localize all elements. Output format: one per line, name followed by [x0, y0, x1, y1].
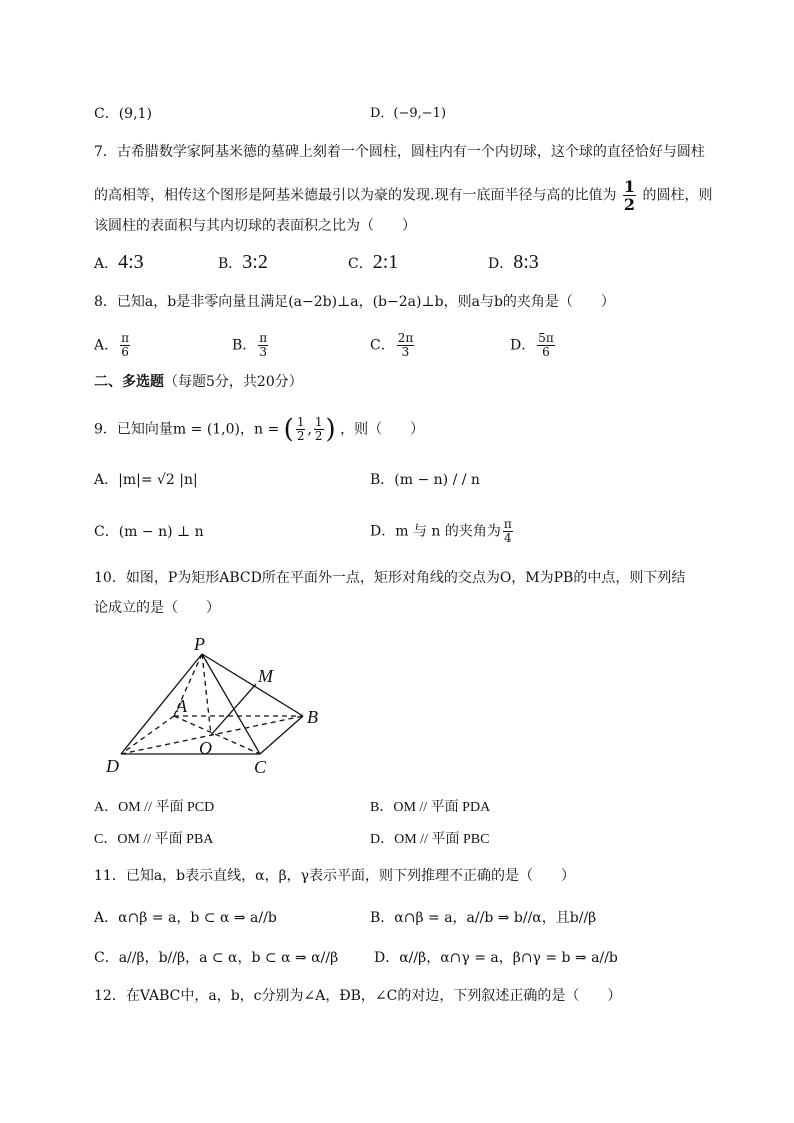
q10-option-c: C．OM // 平面 PBA	[94, 832, 214, 847]
q11-option-d: D．α//β，α∩γ = a，β∩γ = b ⇒ a//b	[374, 950, 618, 966]
q7-line-2	[94, 178, 713, 213]
q8-option-d: D． $\frac{5\pi}{6}$	[510, 331, 554, 359]
label-m: M	[258, 666, 273, 686]
edge-pd	[121, 654, 202, 754]
q7-option-b: B．3:2	[218, 251, 268, 273]
q8-option-d-fraction: $\frac{5\pi}{6}$	[538, 331, 554, 359]
q11-stem: 11．已知a，b表示直线，α，β，γ表示平面，则下列推理不正确的是（ ）	[94, 868, 576, 884]
q10-option-b: B．OM // 平面 PDA	[370, 800, 491, 815]
q6-option-c: C．(9,1)	[94, 106, 152, 122]
q7-line-2-b: 的圆柱，则	[642, 187, 713, 204]
section-2-heading	[94, 372, 303, 392]
q9-option-c: C．(m − n) ⊥ n	[94, 524, 204, 540]
q9-option-d: D．m 与 n 的夹角为 $\frac{\pi}{4}$	[370, 517, 512, 545]
q7-line-1: 7．古希腊数学家阿基米德的墓碑上刻着一个圆柱，圆柱内有一个内切球，这个球的直径恰好与圆柱	[94, 144, 705, 160]
label-a: A	[176, 696, 187, 716]
q8-stem: 8．已知a，b是非零向量且满足(a−2b)⊥a，(b−2a)⊥b，则a与b的夹角是（ ）	[94, 294, 615, 310]
q8-option-b: B． $\frac{\pi}{3}$	[232, 331, 268, 359]
q8-option-c-fraction: $\frac{2\pi}{3}$	[397, 331, 414, 359]
q7-option-a: A．4:3	[94, 251, 144, 273]
q11-option-b: B．α∩β = a，a//b ⇒ b//α，且b//β	[370, 910, 597, 926]
q9-frac-1: $\frac{1}{2}$	[296, 415, 305, 443]
label-c: C	[254, 757, 267, 777]
q9-frac-2: $\frac{1}{2}$	[314, 415, 323, 443]
q7-option-d: D．8:3	[488, 251, 539, 273]
q8-option-a-fraction: $\frac{\pi}{6}$	[121, 331, 130, 359]
edge-cb	[260, 716, 303, 754]
q7-ratio-fraction: $\frac{1}{2}$	[623, 177, 636, 214]
q9-stem-b: ，则（ ）	[340, 421, 425, 438]
q9-option-b: B．(m − n) / / n	[370, 472, 480, 488]
pyramid-figure	[96, 634, 356, 784]
q6-option-d: D．(−9,−1)	[370, 106, 447, 121]
q9-stem: 9．已知向量m = (1,0)，n = ( $\frac{1}{2}$ , $\frac{1}{2}$ ) ，则（ ）	[94, 414, 425, 445]
label-o: O	[199, 738, 212, 758]
q10-option-a: A．OM // 平面 PCD	[94, 800, 215, 815]
q9-option-a: A．|m|= √2 |n|	[94, 472, 198, 488]
q10-option-d: D．OM // 平面 PBC	[370, 832, 490, 847]
q9-option-d-fraction: $\frac{\pi}{4}$	[503, 517, 512, 545]
label-b: B	[307, 707, 318, 727]
q8-option-b-fraction: $\frac{\pi}{3}$	[259, 331, 268, 359]
q11-option-c: C．a//β，b//β，a ⊂ α，b ⊂ α ⇒ α//β	[94, 950, 339, 966]
q7-line-3: 该圆柱的表面积与其内切球的表面积之比为（ ）	[94, 218, 416, 234]
q8-option-c: C． $\frac{2\pi}{3}$	[370, 331, 414, 359]
q7-option-c: C．2:1	[348, 251, 399, 273]
q12-stem: 12．在VABC中，a，b，c分别为∠A，ÐB，∠C的对边，下列叙述正确的是（ ）	[94, 988, 622, 1004]
diag-ac	[174, 716, 260, 754]
q9-stem-a: 9．已知向量m = (1,0)，n =	[94, 421, 280, 438]
label-p: P	[194, 634, 205, 654]
section-2-title: 二、多选题	[94, 374, 164, 390]
section-2-note: （每题5分，共20分）	[164, 374, 303, 390]
q8-option-a: A． $\frac{\pi}{6}$	[94, 331, 130, 359]
edge-pb	[202, 654, 303, 716]
q10-line-2: 论成立的是（ ）	[94, 600, 220, 616]
q10-line-1: 10．如图，P为矩形ABCD所在平面外一点，矩形对角线的交点为O，M为PB的中点，则下列结	[94, 570, 686, 586]
q11-option-a: A．α∩β = a，b ⊂ α ⇒ a//b	[94, 910, 277, 926]
q7-line-2-a: 的高相等，相传这个图形是阿基米德最引以为豪的发现.现有一底面半径与高的比值为	[94, 187, 617, 204]
label-d: D	[106, 756, 119, 776]
